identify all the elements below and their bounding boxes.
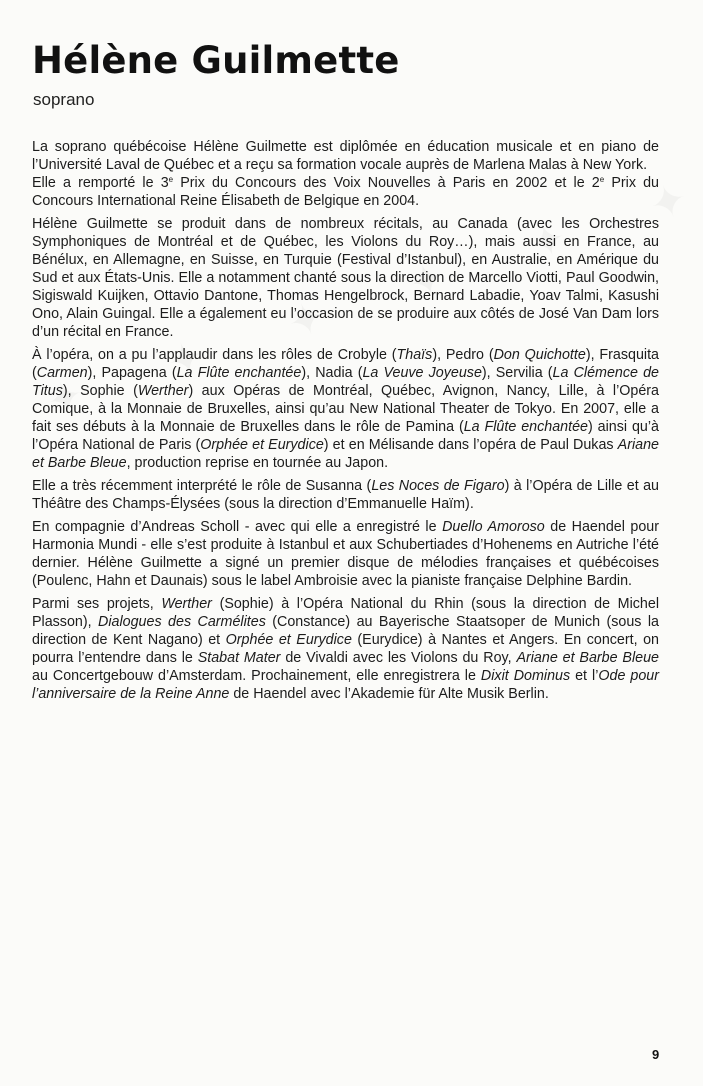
paragraph-recordings	[32, 518, 659, 590]
text-run: (Eurydice) à Nantes et Angers. En concert, on pourra l’entendre dans le	[32, 632, 659, 666]
text-run: Elle a remporté le 3	[32, 175, 169, 191]
paragraph-recitals: Hélène Guilmette se produit dans de nombreux récitals, au Canada (avec les Orchestres Symphoniques de Montréal et de Québec, les Violons du Roy…), mais aussi en France, au Bénélux, en Allemagne, en Suisse, en Turquie (Festival d’Istanbul), en Australie, en Amérique du Sud et aux États-Unis. Elle a notamment chanté sous la direction de Marcello Viotti, Paul Goodwin, Sigiswald Kuijken, Ottavio Dantone, Thomas Hengelbrock, Bernard Labadie, Yoav Talmi, Kasushi Ono, Alain Guingal. Elle a également eu l’occasion de se produire aux côtés de José Van Dam lors d’un récital en France.	[32, 216, 659, 340]
paragraph-prizes	[32, 174, 659, 210]
work-title: La Flûte enchantée	[176, 365, 302, 381]
page-subtitle: soprano	[33, 90, 95, 109]
text-run: ) et en Mélisande dans l’opéra de Paul Dukas	[323, 437, 618, 453]
paragraph-education: La soprano québécoise Hélène Guilmette est diplômée en éducation musicale et en piano de l’Université Laval de Québec et a reçu sa formation vocale auprès de Marlena Malas à New York.	[32, 139, 659, 173]
work-title: Dialogues des Carmélites	[98, 614, 266, 630]
text-run: Parmi ses projets,	[32, 596, 162, 612]
text-run: ), Servilia (	[481, 365, 553, 381]
biography-text	[32, 138, 659, 708]
paragraph-opera	[32, 346, 659, 472]
work-title: Orphée et Eurydice	[200, 437, 324, 453]
superscript: e	[599, 175, 605, 184]
text-run: ) aux Opéras de Montréal, Québec, Avignon, Nancy, Lille, à l’Opéra Comique, à la Monnaie de Bruxelles, ainsi qu’au New National Theater de Tokyo. En 2007, elle a fait ses débuts à la Monnaie de Bruxelles dans le rôle de Pamina (	[32, 383, 659, 435]
text-run: et l’	[570, 668, 599, 684]
text-run: ), Papagena (	[87, 365, 177, 381]
work-title: Duello Amoroso	[442, 519, 545, 535]
work-title: Ariane et Barbe Bleue	[516, 650, 660, 666]
text-run: de Haendel pour Harmonia Mundi - elle s’est produite à Istanbul et aux Schubertiades d’Hohenems en Autriche l’été dernier. Hélène Guilmette a signé un premier disque de mélodies françaises et québécoises (Poulenc, Hahn et Daunais) sous le label Ambroisie avec la pianiste française Delphine Bardin.	[32, 519, 660, 589]
work-title: Thaïs	[396, 347, 433, 363]
text-run: de Haendel avec l’Akademie für Alte Musik Berlin.	[229, 686, 549, 702]
paragraph-projects	[32, 595, 659, 703]
text-run: ) à l’Opéra de Lille et au Théâtre des Champs-Élysées (sous la direction d’Emmanuelle Haïm).	[32, 478, 659, 512]
text-run: À l’opéra, on a pu l’applaudir dans les rôles de Crobyle (	[32, 347, 397, 363]
text-run: ), Pedro (	[432, 347, 494, 363]
work-title: Les Noces de Figaro	[371, 478, 505, 494]
text-run: de Vivaldi avec les Violons du Roy,	[280, 650, 517, 666]
text-run: ), Nadia (	[301, 365, 363, 381]
text-run: Elle a très récemment interprété le rôle de Susanna (	[32, 478, 372, 494]
text-run: En compagnie d’Andreas Scholl - avec qui elle a enregistré le	[32, 519, 443, 535]
text-run: Prix du Concours International Reine Élisabeth de Belgique en 2004.	[32, 175, 660, 209]
work-title: Werther	[161, 596, 212, 612]
work-title: Werther	[137, 383, 189, 399]
page-number: 9	[652, 1047, 660, 1062]
text-run: , production reprise en tournée au Japon.	[126, 455, 389, 471]
work-title: Carmen	[36, 365, 88, 381]
text-run: ) ainsi qu’à l’Opéra National de Paris (	[32, 419, 659, 453]
text-run: ), Sophie (	[62, 383, 138, 399]
paragraph-susanna	[32, 477, 659, 513]
work-title: Orphée et Eurydice	[225, 632, 352, 648]
work-title: Ode pour l’anniversaire de la Reine Anne	[32, 668, 659, 702]
text-run: (Constance) au Bayerische Staatsoper de Munich (sous la direction de Kent Nagano) et	[32, 614, 659, 648]
work-title: Ariane et Barbe Bleue	[32, 437, 659, 471]
page-title: Hélène Guilmette	[32, 39, 400, 82]
work-title: Dixit Dominus	[480, 668, 571, 684]
text-run: (Sophie) à l’Opéra National du Rhin (sous la direction de Michel Plasson),	[32, 596, 659, 630]
work-title: Don Quichotte	[493, 347, 586, 363]
work-title: La Flûte enchantée	[463, 419, 588, 435]
text-run: Prix du Concours des Voix Nouvelles à Paris en 2002 et le 2	[173, 175, 600, 191]
work-title: La Veuve Joyeuse	[362, 365, 482, 381]
work-title: Stabat Mater	[197, 650, 281, 666]
text-run: au Concertgebouw d’Amsterdam. Prochainement, elle enregistrera le	[32, 668, 481, 684]
work-title: La Clémence de Titus	[32, 365, 659, 399]
superscript: e	[168, 175, 174, 184]
text-run: ), Frasquita (	[32, 347, 659, 381]
